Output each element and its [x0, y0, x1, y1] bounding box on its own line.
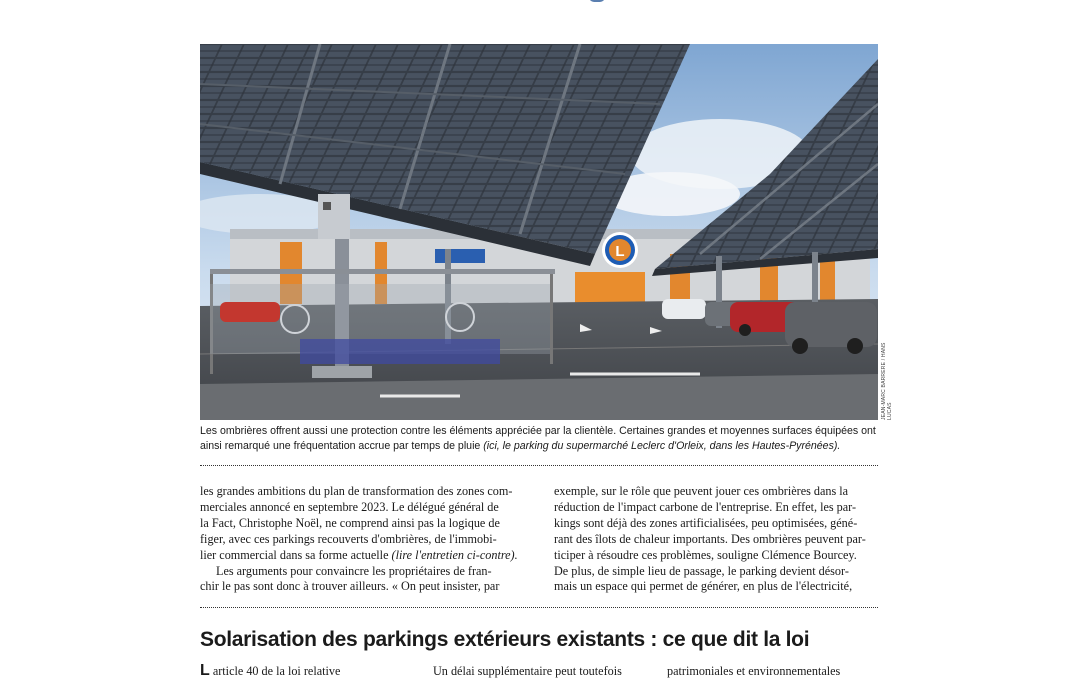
box-column-3-start: patrimoniales et environnementales	[667, 664, 841, 678]
photo-credit: JEAN-MARC BARRERE / HANS LUCAS	[881, 342, 893, 420]
article-line: rant des îlots de chaleur importants. Des ombrières peuvent par-	[554, 531, 866, 546]
box-column-2-start: Un délai supplémentaire peut toutefois	[433, 664, 622, 678]
article-line: Les arguments pour convaincre les propriétaires de fran-	[216, 563, 492, 578]
article-line: figer, avec ces parkings recouverts d'ombrières, de l'immobi-	[200, 531, 497, 546]
caption-text: Les ombrières offrent aussi une protection contre les éléments appréciée par la clientèle. Certaines grandes et moyennes surfaces équipées ont ainsi remarqué une fréquentation accrue par temps de pluie	[200, 425, 876, 452]
store-logo-letter: L	[615, 243, 625, 260]
article-column-1	[200, 484, 525, 595]
article-column-2	[554, 484, 879, 595]
box-column-1-text: article 40 de la loi relative	[212, 664, 341, 678]
box-title: Solarisation des parkings extérieurs existants : ce que dit la loi	[200, 628, 810, 651]
article-photo	[200, 44, 878, 420]
article-line: merciales annoncé en septembre 2023. Le délégué général de	[200, 499, 499, 514]
article-line: kings sont déjà des zones artificialisées, peu optimisées, géné-	[554, 515, 858, 530]
article-line: ticiper à résoudre ces problèmes, souligne Clémence Bourcey.	[554, 547, 857, 562]
article-line	[200, 548, 525, 564]
article-line: chir le pas sont donc à trouver ailleurs. « On peut insister, par	[200, 579, 500, 594]
caption-italic: (ici, le parking du supermarché Leclerc d'Orleix, dans les Hautes-Pyrénées).	[483, 440, 841, 452]
divider-dotted	[200, 607, 878, 608]
article-reference: (lire l'entretien ci-contre).	[391, 547, 518, 562]
photo-caption	[200, 424, 880, 454]
article-line: exemple, sur le rôle que peuvent jouer ces ombrières dans la	[554, 484, 849, 498]
box-column-1-start	[200, 663, 340, 679]
divider-dotted	[200, 465, 878, 466]
article-line: De plus, de simple lieu de passage, le parking devient désor-	[554, 563, 849, 578]
box-dropcap: L	[200, 662, 210, 679]
article-line: réduction de l'impact carbone de l'entreprise. En effet, les par-	[554, 499, 857, 514]
article-line-text: lier commercial dans sa forme actuelle	[200, 547, 392, 562]
article-line: les grandes ambitions du plan de transformation des zones com-	[200, 484, 513, 498]
top-decoration	[589, 0, 605, 2]
article-line: mais un espace qui permet de générer, en plus de l'électricité,	[554, 579, 853, 594]
article-line: la Fact, Christophe Noël, ne comprend ainsi pas la logique de	[200, 515, 500, 530]
